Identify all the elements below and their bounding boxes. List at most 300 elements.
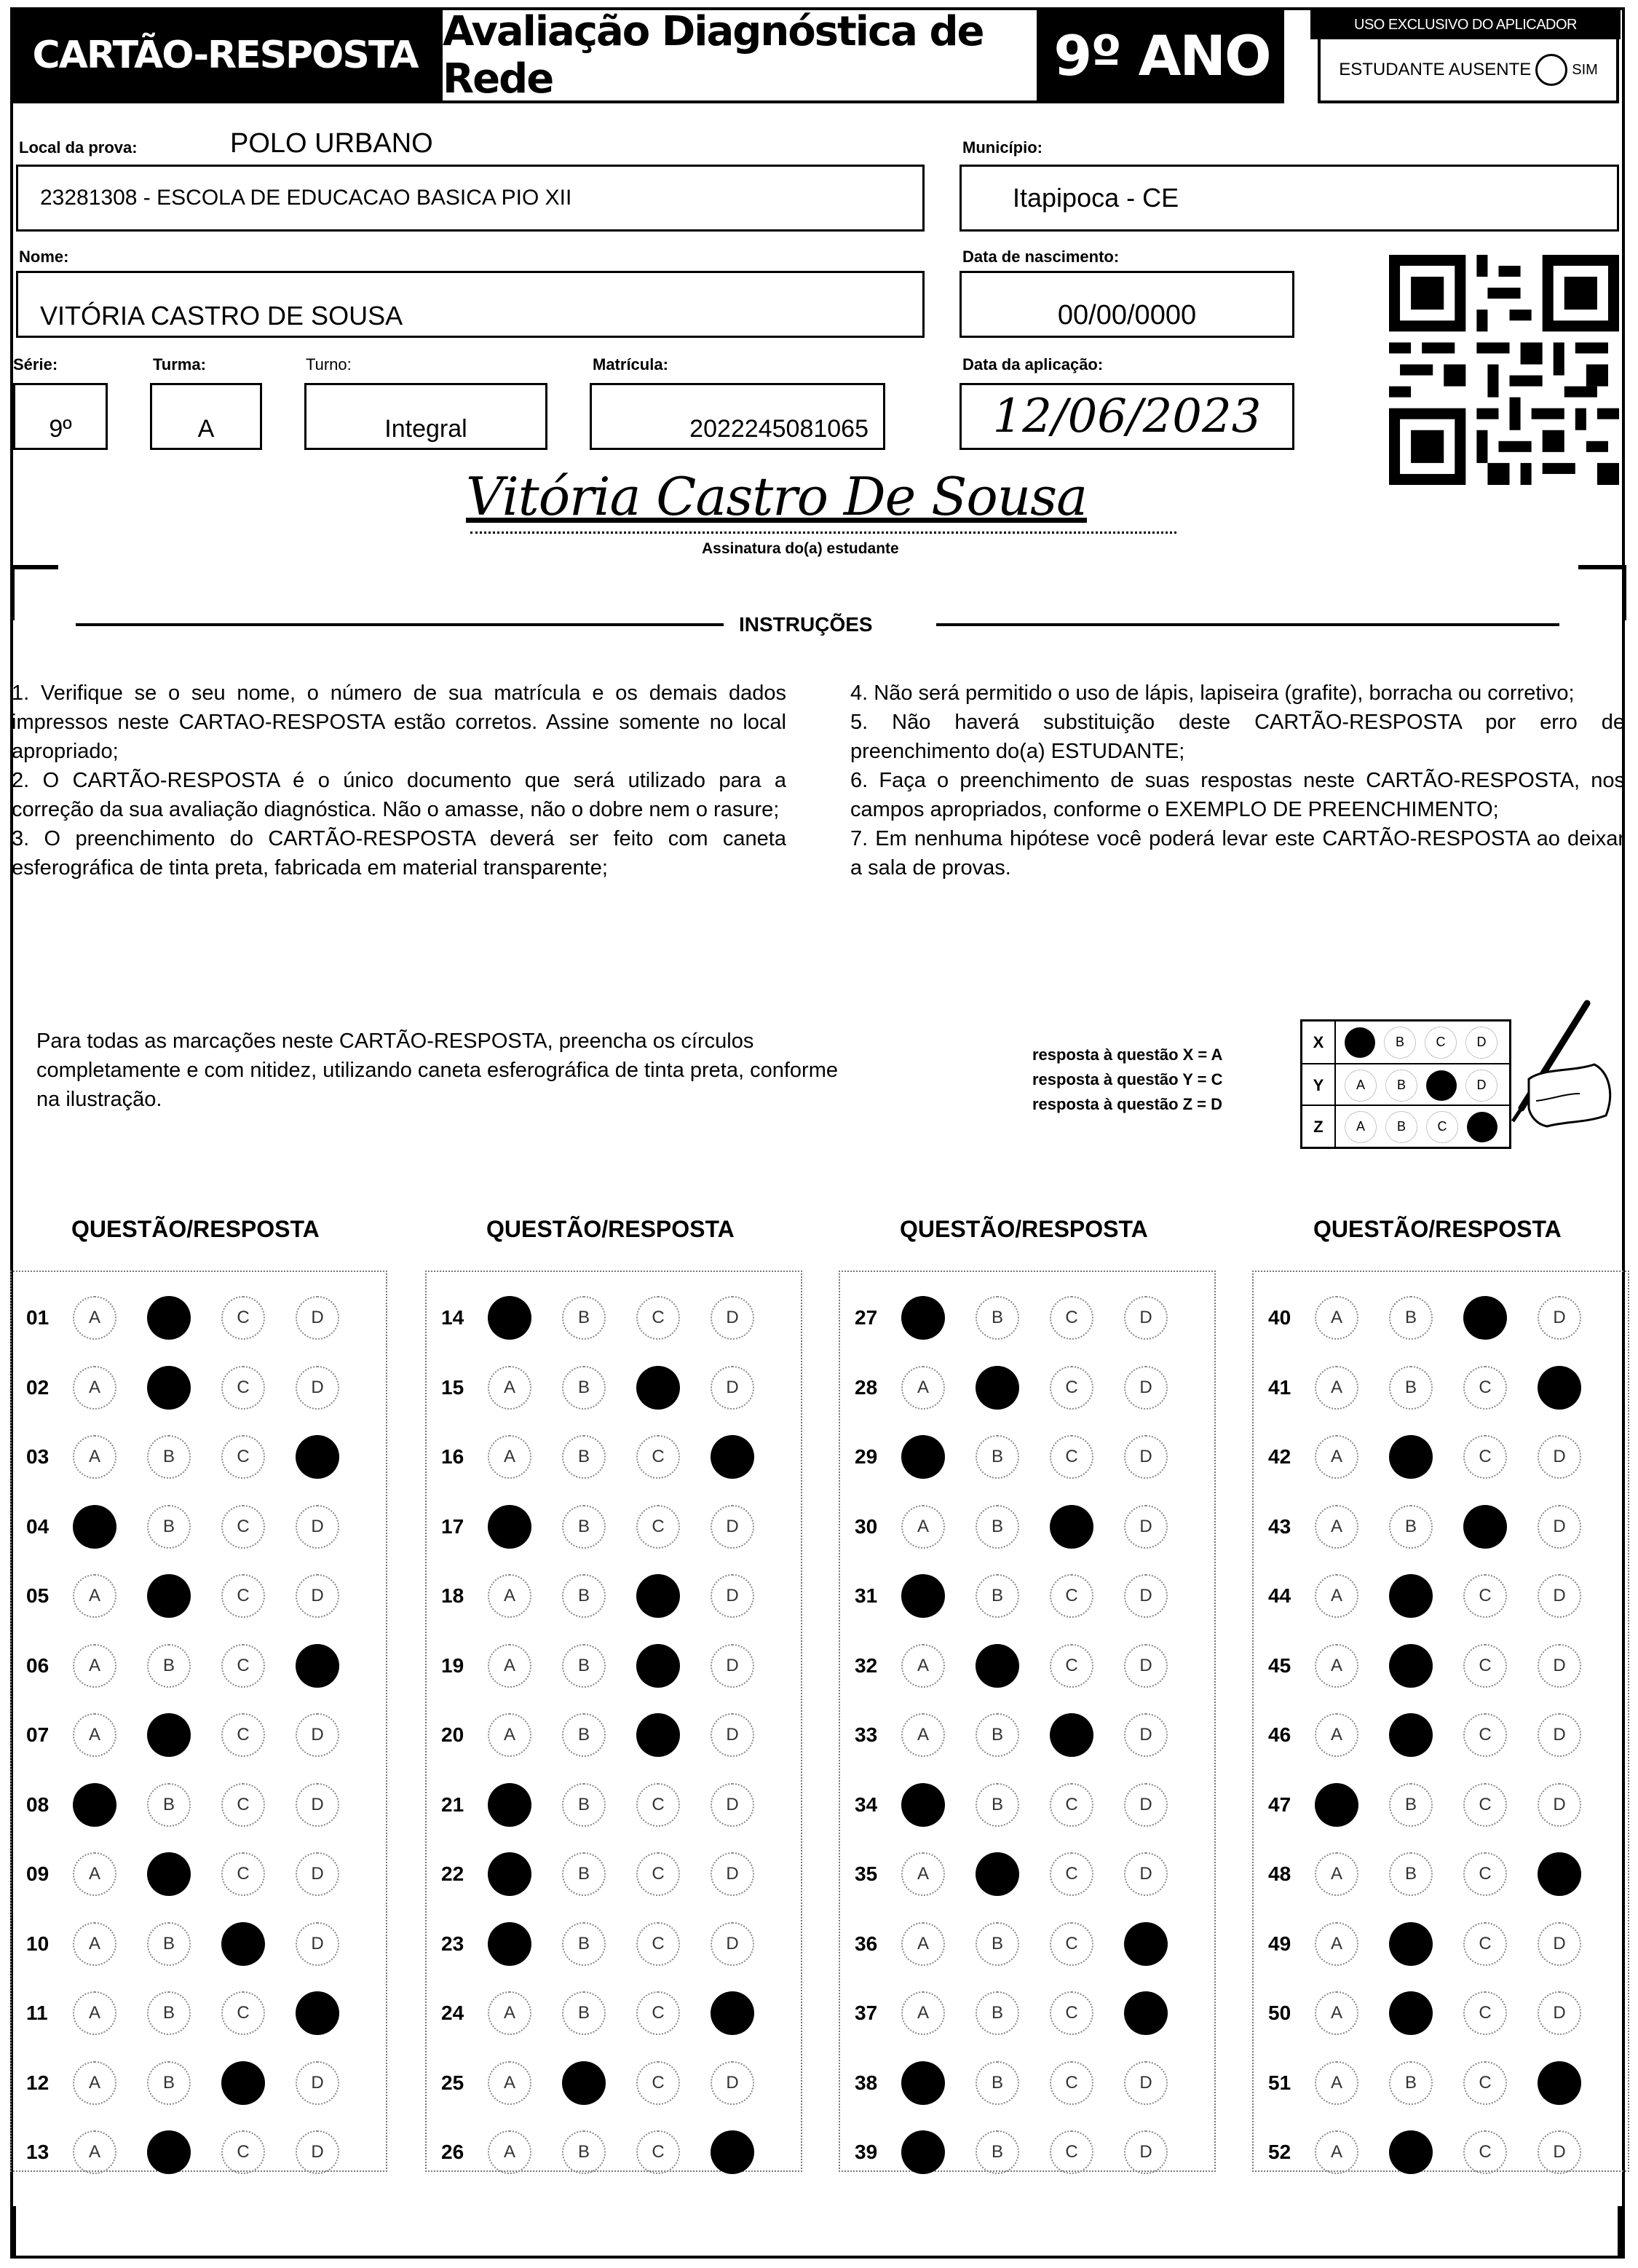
answer-bubble-d[interactable]: D (296, 1574, 339, 1618)
answer-bubble-d[interactable]: D (1124, 1505, 1168, 1549)
answer-bubble-c[interactable]: C (1463, 2061, 1507, 2105)
answer-row (1268, 2130, 1612, 2174)
answer-bubble-c[interactable]: C (1463, 1435, 1507, 1479)
answer-bubble-c[interactable]: C (1463, 1713, 1507, 1757)
answer-bubble-a[interactable]: A (488, 1574, 531, 1618)
answer-bubble-b[interactable] (147, 1296, 191, 1340)
answer-bubble-c[interactable]: C (221, 2130, 265, 2174)
example-bubble: D (1465, 1070, 1497, 1102)
answer-bubble-b[interactable] (147, 1713, 191, 1757)
answer-bubble-a[interactable]: A (1315, 2061, 1358, 2105)
nascimento-field (960, 271, 1294, 338)
answer-bubble-c[interactable]: C (636, 1435, 680, 1479)
column-title: QUESTÃO/RESPOSTA (1313, 1216, 1562, 1242)
answer-row (26, 2061, 370, 2105)
answer-bubble-a[interactable]: A (73, 1296, 116, 1340)
legend-item: resposta à questão Z = D (1032, 1095, 1223, 1113)
answer-bubble-a[interactable]: A (901, 1991, 945, 2035)
answer-bubble-c[interactable]: C (221, 1296, 265, 1340)
answer-bubble-a[interactable]: A (73, 1922, 116, 1966)
answer-bubble-b[interactable]: B (147, 1922, 191, 1966)
answer-bubble-c[interactable]: C (1050, 1991, 1093, 2035)
answer-bubble-b[interactable]: B (976, 1296, 1019, 1340)
answer-row (1268, 1783, 1612, 1827)
turma-label: Turma: (153, 355, 206, 374)
example-bubble: C (1426, 1111, 1458, 1143)
answer-bubble-a[interactable]: A (73, 2130, 116, 2174)
answer-bubble-c[interactable]: C (1463, 1644, 1507, 1688)
aplicacao-field (960, 383, 1294, 450)
answer-bubble-c[interactable]: C (636, 2061, 680, 2105)
answer-bubble-d[interactable]: D (1538, 1505, 1581, 1549)
answer-bubble-d[interactable]: D (1538, 1991, 1581, 2035)
answer-bubble-d[interactable]: D (711, 1366, 754, 1410)
answer-bubble-b[interactable] (1389, 1713, 1433, 1757)
answer-bubble-b[interactable]: B (562, 1435, 606, 1479)
answer-bubble-a[interactable]: A (73, 1574, 116, 1618)
answer-bubble-b[interactable] (1389, 1644, 1433, 1688)
answer-bubble-c[interactable]: C (221, 1852, 265, 1896)
answer-row (26, 1505, 370, 1549)
qr-code-icon (1389, 255, 1619, 485)
answer-bubble-b[interactable] (1389, 1574, 1433, 1618)
nascimento-value: 00/00/0000 (1057, 300, 1197, 331)
answer-bubble-b[interactable]: B (1389, 2061, 1433, 2105)
answer-bubble-d[interactable]: D (1538, 1922, 1581, 1966)
grade-badge: 9º ANO (1040, 7, 1284, 103)
answer-bubble-c[interactable]: C (636, 1296, 680, 1340)
answer-bubble-c[interactable]: C (1050, 1783, 1093, 1827)
question-number: 29 (855, 1445, 878, 1468)
answer-bubble-a[interactable]: A (1315, 2130, 1358, 2174)
answer-bubble-a[interactable]: A (488, 1644, 531, 1688)
answer-bubble-d[interactable]: D (1538, 1713, 1581, 1757)
answer-bubble-d[interactable]: D (1124, 1783, 1168, 1827)
instruction-item: 4. Não será permitido o uso de lápis, lapiseira (grafite), borracha ou corretivo; (850, 681, 1575, 705)
answer-bubble-d[interactable]: D (1124, 1366, 1168, 1410)
answer-row (26, 1435, 370, 1479)
answer-bubble-d[interactable]: D (296, 1783, 339, 1827)
answer-bubble-a[interactable]: A (901, 1852, 945, 1896)
answer-bubble-a[interactable] (1315, 1783, 1358, 1827)
answer-bubble-c[interactable]: C (221, 1713, 265, 1757)
answer-bubble-b[interactable]: B (562, 1366, 606, 1410)
answer-row (855, 1783, 1198, 1827)
answer-bubble-a[interactable]: A (1315, 1296, 1358, 1340)
answer-bubble-b[interactable] (147, 1852, 191, 1896)
answer-bubble-c[interactable] (636, 1713, 680, 1757)
answer-bubble-d[interactable] (296, 1435, 339, 1479)
answer-bubble-d[interactable]: D (296, 1296, 339, 1340)
answer-bubble-a[interactable]: A (901, 1505, 945, 1549)
answer-bubble-b[interactable] (1389, 1922, 1433, 1966)
answer-row (855, 1713, 1198, 1757)
answer-bubble-b[interactable] (976, 1852, 1019, 1896)
answer-bubble-c[interactable] (1050, 1505, 1093, 1549)
answer-bubble-d[interactable]: D (296, 1713, 339, 1757)
answer-bubble-a[interactable]: A (1315, 1644, 1358, 1688)
legend-item: resposta à questão X = A (1032, 1046, 1223, 1064)
answer-row (1268, 2061, 1612, 2105)
answer-bubble-b[interactable] (976, 1644, 1019, 1688)
example-question-label: Y (1302, 1064, 1336, 1106)
answer-bubble-d[interactable]: D (1124, 1644, 1168, 1688)
answer-bubble-a[interactable]: A (901, 1366, 945, 1410)
instructions-left (12, 679, 786, 882)
answer-bubble-a[interactable]: A (1315, 1922, 1358, 1966)
answer-bubble-d[interactable]: D (711, 1852, 754, 1896)
answer-bubble-b[interactable] (1389, 1435, 1433, 1479)
answer-bubble-b[interactable] (147, 1366, 191, 1410)
answer-bubble-c[interactable]: C (1050, 2061, 1093, 2105)
answer-bubble-d[interactable]: D (296, 1922, 339, 1966)
answer-bubble-c[interactable]: C (1463, 1922, 1507, 1966)
question-number: 28 (855, 1375, 878, 1399)
answer-bubble-c[interactable] (221, 1922, 265, 1966)
answer-row (441, 1852, 785, 1896)
answer-bubble-c[interactable]: C (1463, 1366, 1507, 1410)
answer-row (26, 1922, 370, 1966)
answer-row (441, 1366, 785, 1410)
answer-bubble-b[interactable]: B (1389, 1366, 1433, 1410)
answer-bubble-a[interactable]: A (1315, 1852, 1358, 1896)
answer-row (855, 1644, 1198, 1688)
answer-bubble-d[interactable]: D (296, 1366, 339, 1410)
answer-bubble-b[interactable]: B (976, 1505, 1019, 1549)
question-number: 06 (26, 1653, 50, 1677)
answer-bubble-d[interactable]: D (1124, 1713, 1168, 1757)
answer-bubble-c[interactable]: C (1463, 1783, 1507, 1827)
question-number: 01 (26, 1306, 50, 1329)
answer-bubble-c[interactable]: C (221, 1366, 265, 1410)
answer-bubble-c[interactable] (636, 1366, 680, 1410)
answer-row (441, 1505, 785, 1549)
answer-bubble-c[interactable]: C (636, 1991, 680, 2035)
question-number: 39 (855, 2141, 878, 2163)
answer-bubble-d[interactable] (296, 1644, 339, 1688)
answer-bubble-a[interactable]: A (488, 1435, 531, 1479)
aplicacao-value: 12/06/2023 (992, 390, 1262, 443)
answer-bubble-c[interactable]: C (221, 1991, 265, 2035)
nome-field (16, 271, 925, 338)
nome-value: VITÓRIA CASTRO DE SOUSA (40, 301, 403, 331)
answer-bubble-b[interactable] (976, 1366, 1019, 1410)
answer-bubble-a[interactable] (488, 1783, 531, 1827)
example-bubble (1426, 1070, 1457, 1101)
question-number: 44 (1268, 1584, 1291, 1607)
answer-bubble-d[interactable] (711, 1435, 754, 1479)
answer-bubble-d[interactable]: D (1124, 1296, 1168, 1340)
question-number: 40 (1268, 1306, 1291, 1329)
answer-bubble-b[interactable] (562, 2061, 606, 2105)
example-bubble: A (1345, 1070, 1377, 1102)
answer-bubble-b[interactable]: B (562, 1783, 606, 1827)
answer-bubble-b[interactable]: B (976, 2061, 1019, 2105)
answer-bubble-d[interactable]: D (711, 1296, 754, 1340)
answer-bubble-d[interactable]: D (1124, 2130, 1168, 2174)
answer-bubble-b[interactable]: B (562, 1574, 606, 1618)
answer-bubble-d[interactable]: D (1538, 1644, 1581, 1688)
answer-bubble-d[interactable] (1538, 1366, 1581, 1410)
answer-bubble-c[interactable]: C (1463, 1574, 1507, 1618)
example-bubble: B (1384, 1027, 1416, 1059)
answer-bubble-c[interactable] (1050, 1713, 1093, 1757)
answer-bubble-d[interactable] (296, 1991, 339, 2035)
applicator-title: USO EXCLUSIVO DO APLICADOR (1310, 10, 1621, 39)
answer-bubble-a[interactable] (488, 1922, 531, 1966)
answer-row (26, 1296, 370, 1340)
serie-label: Série: (13, 355, 58, 374)
answer-bubble-c[interactable] (221, 2061, 265, 2105)
answer-bubble-b[interactable]: B (1389, 1783, 1433, 1827)
answer-bubble-c[interactable]: C (221, 1574, 265, 1618)
answer-bubble-d[interactable]: D (1124, 2061, 1168, 2105)
answer-bubble-b[interactable] (147, 1574, 191, 1618)
answer-bubble-d[interactable] (1124, 1922, 1168, 1966)
answer-bubble-c[interactable]: C (221, 1505, 265, 1549)
question-number: 12 (26, 2071, 50, 2094)
turma-field (150, 383, 262, 450)
answer-bubble-b[interactable]: B (562, 1922, 606, 1966)
answer-bubble-c[interactable]: C (221, 1783, 265, 1827)
question-number: 33 (855, 1723, 878, 1746)
answer-bubble-d[interactable]: D (1538, 2130, 1581, 2174)
answer-row (855, 2130, 1198, 2174)
example-text: Para todas as marcações neste CARTÃO-RESPOSTA, preencha os círculos completamente e com nitidez, utilizando caneta esferográfica de tinta preta, conforme na ilustração. (36, 1030, 838, 1111)
answer-bubble-d[interactable] (1538, 2061, 1581, 2105)
answer-bubble-c[interactable]: C (636, 1922, 680, 1966)
answer-bubble-d[interactable]: D (1538, 1574, 1581, 1618)
answer-bubble-d[interactable] (711, 2130, 754, 2174)
answer-bubble-a[interactable]: A (1315, 1713, 1358, 1757)
answer-bubble-b[interactable]: B (562, 1713, 606, 1757)
answer-bubble-c[interactable]: C (221, 1644, 265, 1688)
answer-bubble-b[interactable]: B (147, 1644, 191, 1688)
question-number: 15 (441, 1375, 464, 1399)
answer-bubble-b[interactable] (1389, 1991, 1433, 2035)
answer-bubble-c[interactable]: C (1050, 1366, 1093, 1410)
answer-bubble-a[interactable]: A (488, 1366, 531, 1410)
answer-bubble-c[interactable] (1463, 1505, 1507, 1549)
answer-bubble-b[interactable]: B (1389, 1505, 1433, 1549)
answer-bubble-b[interactable]: B (147, 1783, 191, 1827)
answer-bubble-a[interactable] (488, 1505, 531, 1549)
answer-bubble-b[interactable]: B (976, 1783, 1019, 1827)
answer-bubble-a[interactable]: A (73, 1435, 116, 1479)
answer-bubble-b[interactable] (1389, 2130, 1433, 2174)
answer-bubble-b[interactable]: B (147, 1991, 191, 2035)
answer-bubble-b[interactable]: B (562, 2130, 606, 2174)
answer-bubble-d[interactable]: D (711, 1713, 754, 1757)
answer-bubble-a[interactable]: A (73, 1852, 116, 1896)
answer-bubble-a[interactable]: A (901, 1644, 945, 1688)
answer-bubble-a[interactable]: A (1315, 1366, 1358, 1410)
local-label: Local da prova: (19, 138, 138, 157)
answer-bubble-c[interactable] (636, 1644, 680, 1688)
answer-bubble-d[interactable]: D (1538, 1435, 1581, 1479)
answer-row (1268, 1922, 1612, 1966)
answer-bubble-a[interactable] (901, 1296, 945, 1340)
answer-bubble-a[interactable]: A (901, 1713, 945, 1757)
answer-bubble-c[interactable]: C (1050, 1435, 1093, 1479)
instruction-item: 6. Faça o preenchimento de suas respostas neste CARTÃO-RESPOSTA, nos campos apropriados, conforme o EXEMPLO DE PREENCHIMENTO; (850, 769, 1625, 821)
question-number: 49 (1268, 1932, 1291, 1955)
answer-bubble-c[interactable]: C (636, 1852, 680, 1896)
answer-bubble-c[interactable]: C (1050, 1574, 1093, 1618)
pen-hand-icon (1478, 999, 1616, 1152)
answer-bubble-d[interactable]: D (296, 1505, 339, 1549)
answer-bubble-a[interactable]: A (73, 1366, 116, 1410)
answer-bubble-d[interactable] (1124, 1991, 1168, 2035)
answer-bubble-c[interactable]: C (1463, 2130, 1507, 2174)
answer-bubble-b[interactable]: B (976, 1713, 1019, 1757)
answer-bubble-c[interactable]: C (1050, 1644, 1093, 1688)
instructions-right (850, 679, 1625, 882)
answer-bubble-c[interactable]: C (1463, 1852, 1507, 1896)
answer-bubble-a[interactable]: A (488, 1713, 531, 1757)
answer-row (441, 1713, 785, 1757)
answer-bubble-b[interactable] (147, 2130, 191, 2174)
answer-bubble-b[interactable]: B (1389, 1852, 1433, 1896)
absent-bubble[interactable] (1535, 54, 1567, 86)
answer-row (855, 1922, 1198, 1966)
answer-bubble-a[interactable] (488, 1296, 531, 1340)
answer-bubble-a[interactable]: A (73, 2061, 116, 2105)
question-number: 48 (1268, 1862, 1291, 1885)
answer-row (855, 2061, 1198, 2105)
example-bubble: B (1385, 1070, 1417, 1102)
question-number: 05 (26, 1584, 50, 1607)
answer-bubble-b[interactable]: B (976, 1922, 1019, 1966)
answer-bubble-a[interactable]: A (73, 1713, 116, 1757)
answer-bubble-d[interactable]: D (296, 1852, 339, 1896)
answer-bubble-a[interactable]: A (488, 2130, 531, 2174)
answer-bubble-c[interactable]: C (1050, 2130, 1093, 2174)
answer-bubble-a[interactable]: A (1315, 1505, 1358, 1549)
answer-bubble-a[interactable] (73, 1783, 116, 1827)
answer-row (441, 2130, 785, 2174)
example-bubble: B (1385, 1111, 1417, 1143)
answer-bubble-a[interactable]: A (488, 1991, 531, 2035)
answer-bubble-a[interactable]: A (73, 1991, 116, 2035)
question-number: 20 (441, 1723, 464, 1746)
answer-bubble-d[interactable] (1538, 1852, 1581, 1896)
aplicacao-label: Data da aplicação: (962, 355, 1104, 374)
answer-bubble-c[interactable]: C (1050, 1852, 1093, 1896)
answer-bubble-c[interactable]: C (1050, 1296, 1093, 1340)
serie-field (13, 383, 108, 450)
answer-bubble-b[interactable]: B (976, 1435, 1019, 1479)
answer-bubble-b[interactable]: B (562, 1296, 606, 1340)
answer-bubble-c[interactable]: C (1050, 1922, 1093, 1966)
answer-bubble-d[interactable]: D (711, 2061, 754, 2105)
answer-bubble-c[interactable]: C (636, 2130, 680, 2174)
answer-bubble-a[interactable]: A (1315, 1435, 1358, 1479)
answer-bubble-b[interactable]: B (562, 1991, 606, 2035)
answer-bubble-a[interactable] (901, 1435, 945, 1479)
question-number: 26 (441, 2141, 464, 2163)
absent-box (1318, 39, 1619, 103)
answer-row (26, 1991, 370, 2035)
answer-bubble-d[interactable]: D (296, 2061, 339, 2105)
question-number: 27 (855, 1306, 878, 1329)
answer-bubble-d[interactable]: D (1124, 1574, 1168, 1618)
answer-bubble-a[interactable]: A (488, 2061, 531, 2105)
answer-row (1268, 1296, 1612, 1340)
answer-bubble-a[interactable]: A (73, 1644, 116, 1688)
question-number: 19 (441, 1653, 464, 1677)
answer-bubble-b[interactable]: B (147, 1505, 191, 1549)
answer-bubble-d[interactable]: D (1124, 1852, 1168, 1896)
answer-bubble-d[interactable]: D (711, 1574, 754, 1618)
instruction-item: 7. Em nenhuma hipótese você poderá levar este CARTÃO-RESPOSTA ao deixar a sala de provas. (850, 827, 1625, 880)
answer-bubble-d[interactable]: D (1124, 1435, 1168, 1479)
answer-bubble-d[interactable]: D (296, 2130, 339, 2174)
answer-bubble-b[interactable]: B (562, 1852, 606, 1896)
answer-bubble-a[interactable]: A (1315, 1574, 1358, 1618)
answer-row (26, 1713, 370, 1757)
answer-bubble-a[interactable]: A (1315, 1991, 1358, 2035)
question-number: 43 (1268, 1514, 1291, 1538)
answer-bubble-a[interactable] (488, 1852, 531, 1896)
legend-item: resposta à questão Y = C (1032, 1070, 1223, 1088)
question-number: 17 (441, 1514, 464, 1538)
answer-bubble-a[interactable] (73, 1505, 116, 1549)
answer-bubble-d[interactable]: D (1538, 1783, 1581, 1827)
answer-bubble-b[interactable]: B (976, 2130, 1019, 2174)
answer-bubble-c[interactable]: C (1463, 1991, 1507, 2035)
question-number: 08 (26, 1793, 50, 1816)
turno-value: Integral (384, 415, 467, 443)
answer-bubble-a[interactable] (901, 1574, 945, 1618)
corner-mark (1578, 565, 1626, 620)
answer-bubble-c[interactable] (1463, 1296, 1507, 1340)
divider (76, 623, 724, 626)
answer-bubble-b[interactable]: B (976, 1574, 1019, 1618)
answer-bubble-b[interactable]: B (976, 1991, 1019, 2035)
answer-bubble-c[interactable]: C (636, 1505, 680, 1549)
question-number: 22 (441, 1862, 464, 1885)
question-number: 30 (855, 1514, 878, 1538)
serie-value: 9º (49, 415, 72, 443)
answer-bubble-d[interactable] (711, 1991, 754, 2035)
answer-bubble-d[interactable]: D (1538, 1296, 1581, 1340)
answer-bubble-a[interactable] (901, 2130, 945, 2174)
answer-bubble-b[interactable]: B (1389, 1296, 1433, 1340)
question-number: 16 (441, 1445, 464, 1468)
question-number: 37 (855, 2002, 878, 2024)
answer-bubble-d[interactable]: D (711, 1922, 754, 1966)
answer-bubble-b[interactable]: B (562, 1644, 606, 1688)
turno-field (304, 383, 547, 450)
question-number: 07 (26, 1723, 50, 1746)
answer-row (26, 1366, 370, 1410)
answer-bubble-c[interactable]: C (221, 1435, 265, 1479)
answer-bubble-a[interactable] (901, 2061, 945, 2105)
answer-bubble-c[interactable]: C (636, 1783, 680, 1827)
answer-bubble-c[interactable] (636, 1574, 680, 1618)
answer-bubble-b[interactable]: B (147, 2061, 191, 2105)
answer-bubble-d[interactable]: D (711, 1644, 754, 1688)
answer-bubble-d[interactable]: D (711, 1783, 754, 1827)
answer-bubble-b[interactable]: B (147, 1435, 191, 1479)
answer-bubble-a[interactable]: A (901, 1922, 945, 1966)
answer-bubble-a[interactable] (901, 1783, 945, 1827)
matricula-value: 2022245081065 (689, 415, 869, 443)
answer-bubble-b[interactable]: B (562, 1505, 606, 1549)
answer-bubble-d[interactable]: D (711, 1505, 754, 1549)
question-number: 32 (855, 1653, 878, 1677)
